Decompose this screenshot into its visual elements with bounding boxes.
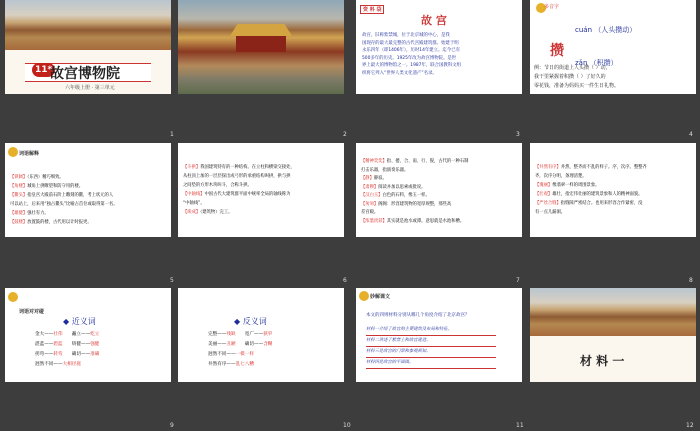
slide-number: 4 bbox=[689, 131, 693, 138]
lesson-badge: 11* bbox=[32, 63, 55, 77]
definition-item: 从柱顶上加的一层层探出成弓形的承重结构叫拱，拱与拱 bbox=[183, 174, 291, 179]
slide-number: 2 bbox=[343, 131, 347, 138]
antonym-row: 迥然不同——一模一样 bbox=[208, 352, 254, 357]
cartoon-icon bbox=[8, 147, 18, 157]
synonym-row: 拐弯——转弯 确切——准确 bbox=[35, 352, 100, 357]
definition-item: 可以站上，后来用“独占鳌头”比喻占首位或取得第一名。 bbox=[10, 202, 118, 207]
slide-thumbnail-1[interactable] bbox=[5, 0, 171, 94]
definition-list bbox=[535, 163, 647, 217]
slide-subtitle: 六年级上册 · 第三单元 bbox=[65, 85, 115, 91]
section-tag: 词语解释 bbox=[19, 151, 40, 157]
palace-image bbox=[530, 288, 696, 336]
slide-thumbnail-4[interactable] bbox=[530, 0, 696, 94]
answer-item: 材料三是故宫的门票和参观须知。 bbox=[366, 347, 496, 358]
definition-item: 【汉白玉】白色的石料，像玉一样。 bbox=[361, 193, 430, 198]
palace-image bbox=[5, 0, 171, 50]
slide-number: 12 bbox=[686, 422, 694, 429]
antonym-row: 美丽——丑陋 确切——含糊 bbox=[208, 342, 273, 347]
example-line: 例：节日的街道上人头攒（ ）动， bbox=[534, 65, 611, 71]
slide-number: 3 bbox=[516, 131, 520, 138]
main-hall-roof bbox=[230, 24, 292, 36]
definition-item: 【肃穆】阅读并加以思索或批说。 bbox=[361, 184, 426, 190]
section-tag: 妙解课文 bbox=[370, 294, 391, 300]
example-line: 我干里紧握着积攒（ ）了好久的 bbox=[534, 74, 606, 80]
antonym-row: 完整——残缺 宽广——狭窄 bbox=[208, 332, 273, 337]
slide-thumbnail-2[interactable] bbox=[178, 0, 344, 94]
example-line: 零花钱，准备为妈妈买一件生日礼物。 bbox=[534, 83, 620, 89]
slide-thumbnail-8[interactable] bbox=[530, 143, 696, 237]
definition-item: 【静】静寂。 bbox=[361, 176, 387, 181]
slide-number: 11 bbox=[516, 422, 524, 429]
slide-number: 5 bbox=[170, 277, 174, 284]
synonym-row: 迥然不同——大相径庭 bbox=[35, 362, 81, 367]
polyphone-char: 攒 bbox=[550, 43, 564, 59]
slide-thumbnail-10[interactable] bbox=[178, 288, 344, 382]
answer-item: 材料二讲述了紫禁上和故宫建造。 bbox=[366, 336, 496, 347]
definition-item: 【锁阔】（东西）精巧细致。 bbox=[10, 175, 64, 180]
definition-list bbox=[10, 173, 118, 227]
definition-item: 【浓墨淡彩】其实就是池水或潭。意思就是水池和槽。 bbox=[361, 218, 465, 224]
antonym-row: 井然有序——乱七八糟 bbox=[208, 362, 254, 367]
definition-item: 【竣成】（建筑物）完工。 bbox=[183, 210, 233, 215]
main-hall-wall bbox=[236, 36, 286, 52]
definition-item: 【严丝合缝】指缝隙严密结合。也用来形容合作紧密，没 bbox=[535, 201, 643, 206]
definition-item: 【斗拱】我国建筑特有的一种结构。在立柱和横梁交接处， bbox=[183, 165, 295, 170]
synonym-row: 金大——壮伟 矗立——屹立 bbox=[35, 332, 100, 337]
slide-number: 10 bbox=[343, 422, 351, 429]
slide-number: 6 bbox=[343, 277, 347, 284]
info-body bbox=[362, 32, 518, 77]
definition-item: 有一点儿漏洞。 bbox=[535, 210, 566, 215]
synonym-table bbox=[35, 330, 99, 370]
definition-item: 差宫殿。 bbox=[361, 210, 379, 215]
slide-thumbnail-5[interactable] bbox=[5, 143, 171, 237]
cartoon-icon bbox=[8, 292, 18, 302]
slide-thumbnail-3[interactable] bbox=[356, 0, 522, 94]
definition-item: 齐，次序分明，条理清楚。 bbox=[535, 174, 587, 179]
body-line: 国现存的最大最完整的古代宫殿建筑群。始建于明 bbox=[362, 40, 459, 46]
definition-item: 【鳌头】指皇宫大殿前石阶上雕刻的鳌，考上状元的人 bbox=[10, 193, 114, 198]
definition-item: 【中轴线】中国古代大建筑群平面中统率全局的轴线称为 bbox=[183, 192, 291, 197]
definition-item: 【鼓楼】放置鼓的楼，古代用以计时报更。 bbox=[10, 220, 92, 225]
definition-item: 【井然有序】井然，整齐而不乱的样子。序，次序。整整齐 bbox=[535, 165, 647, 170]
body-line: 永乐四年（即1406年），历时14年建立。迄今已有 bbox=[362, 48, 460, 53]
slide-number: 8 bbox=[689, 277, 693, 284]
definition-list bbox=[183, 163, 295, 217]
definition-item: 【角楼】城角上供瞭望和防守用的楼。 bbox=[10, 184, 84, 189]
body-line: 500多年的历史。1925年改为故宫博物院。是世 bbox=[362, 55, 457, 61]
definition-item: “中轴线”。 bbox=[183, 201, 205, 206]
answer-item: 材料一介绍了故宫的主要建筑及布局和特征。 bbox=[366, 325, 496, 336]
slide-thumbnail-6[interactable] bbox=[178, 143, 344, 237]
antonym-heading: ◆ 反义词 bbox=[234, 317, 267, 326]
antonym-table bbox=[208, 330, 272, 370]
definition-list bbox=[361, 158, 468, 226]
definition-item: 【瑰丽】像翡翠一样的周围景象。 bbox=[535, 183, 600, 188]
cartoon-icon bbox=[359, 291, 369, 301]
slide-thumbnail-12[interactable] bbox=[530, 288, 696, 382]
definition-item: 之间垫的方形木块叫斗，合称斗拱。 bbox=[183, 183, 252, 188]
section-tag: 多音字 bbox=[544, 4, 560, 10]
definition-item: 【壮观】雄壮，指宏伟壮丽的建筑景象和人的精神面貌。 bbox=[535, 192, 643, 197]
definition-item: 【雄健】强壮有力。 bbox=[10, 211, 49, 216]
slide-thumbnail-7[interactable] bbox=[356, 143, 522, 237]
slide-thumbnail-9[interactable] bbox=[5, 288, 171, 382]
example-text bbox=[534, 64, 619, 91]
reading-two: zǎn （积攒） bbox=[575, 59, 618, 67]
body-line: 界上最大的博物馆之一。1987年，联合国教科文组 bbox=[362, 63, 461, 68]
slide-thumbnail-11[interactable] bbox=[356, 288, 522, 382]
definition-item: 打击乐器，指演奏乐器。 bbox=[361, 167, 409, 173]
slide-title: 故 宫 bbox=[421, 14, 447, 27]
body-line: 故宫，旧称紫禁城，位于北京城的中心，是我 bbox=[362, 33, 450, 38]
definition-item: 【精神奕奕】指、搂、合、南、行、猊，古代的一种石制 bbox=[361, 159, 469, 164]
reading-one: cuán （人头攒动） bbox=[575, 26, 637, 34]
synonym-heading: ◆ 近义词 bbox=[63, 317, 96, 326]
question-text: 本文的四则材料分别从哪几个角度介绍了北京故宫？ bbox=[366, 313, 470, 318]
slide-title: 故宫博物院 bbox=[50, 66, 120, 82]
answer-item: 材料四是故宫的平面图。 bbox=[366, 358, 496, 369]
body-line: 织将它列入“世界人类文化遗产”名录。 bbox=[362, 70, 437, 76]
slide-number: 7 bbox=[516, 277, 520, 284]
slide-number: 9 bbox=[170, 422, 174, 429]
slide-number: 1 bbox=[170, 131, 174, 138]
answer-list bbox=[366, 325, 496, 369]
info-tag: 资 料 袋 bbox=[360, 5, 384, 14]
synonym-row: 湛蓝——碧蓝 矫健——强健 bbox=[35, 342, 100, 347]
slide-title: 材 料 一 bbox=[580, 354, 625, 368]
section-tag: 词语对对碰 bbox=[19, 309, 45, 315]
definition-item: 【匆匆】阁阁：形容建筑物的宽厚规整，那些高 bbox=[361, 201, 452, 207]
